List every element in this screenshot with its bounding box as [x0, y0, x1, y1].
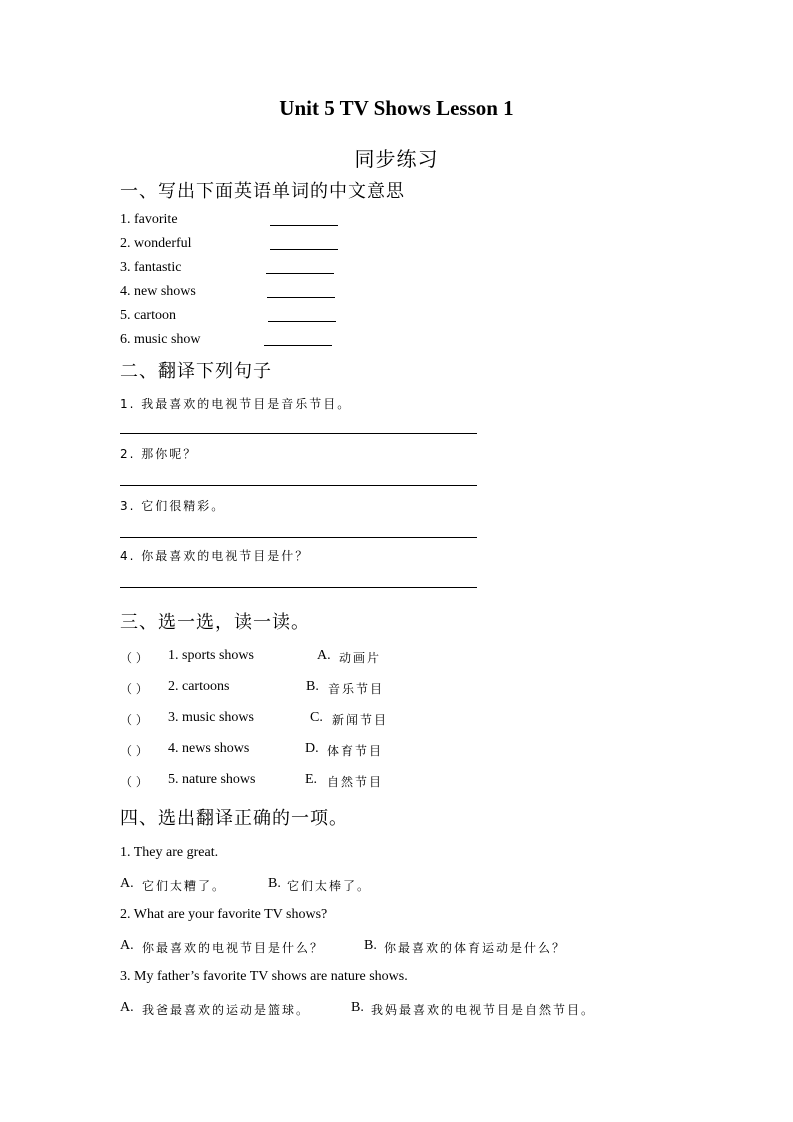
answer-blank[interactable] [266, 261, 334, 274]
answer-blank[interactable] [270, 237, 338, 250]
option-letter: A. [120, 1000, 134, 1015]
answer-paren[interactable]: （ ） [120, 682, 148, 696]
question-text: 1. They are great. [120, 845, 219, 860]
question-text: 2. What are your favorite TV shows? [120, 907, 328, 922]
option-letter: A. [317, 648, 331, 663]
option-letter: D. [305, 741, 319, 756]
option-letter: E. [305, 772, 318, 787]
answer-paren[interactable]: （ ） [120, 775, 148, 789]
option-text: 体育节目 [327, 744, 384, 758]
answer-blank[interactable] [270, 213, 338, 226]
option-a-text[interactable]: 我爸最喜欢的运动是篮球。 [142, 1003, 311, 1017]
option-letter: B. [268, 876, 281, 891]
vocab-item: 6. music show [120, 332, 201, 347]
answer-line[interactable] [120, 537, 477, 538]
option-letter: B. [351, 1000, 364, 1015]
page-title: Unit 5 TV Shows Lesson 1 [279, 96, 514, 120]
option-letter: B. [306, 679, 319, 694]
section-2-heading: 二、翻译下列句子 [120, 361, 272, 382]
match-item: 4. news shows [168, 741, 250, 756]
page-subtitle: 同步练习 [354, 147, 439, 171]
answer-paren[interactable]: （ ） [120, 651, 148, 665]
section-4-heading: 四、选出翻译正确的一项。 [120, 808, 348, 829]
option-letter: B. [364, 938, 377, 953]
section-3-heading: 三、选一选，读一读。 [120, 612, 310, 633]
answer-blank[interactable] [267, 285, 335, 298]
answer-line[interactable] [120, 433, 477, 434]
option-text: 自然节目 [327, 775, 384, 789]
section-1-heading: 一、写出下面英语单词的中文意思 [120, 181, 405, 202]
translate-item: 2. 那你呢？ [120, 447, 198, 461]
vocab-item: 5. cartoon [120, 308, 176, 323]
option-text: 新闻节目 [332, 713, 389, 727]
question-text: 3. My father’s favorite TV shows are nature shows. [120, 969, 408, 984]
option-b-text[interactable]: 你最喜欢的体育运动是什么？ [384, 941, 567, 955]
option-text: 音乐节目 [328, 682, 385, 696]
option-letter: A. [120, 938, 134, 953]
option-text: 动画片 [339, 651, 382, 665]
vocab-item: 4. new shows [120, 284, 196, 299]
answer-blank[interactable] [268, 309, 336, 322]
answer-paren[interactable]: （ ） [120, 744, 148, 758]
option-letter: C. [310, 710, 323, 725]
match-item: 1. sports shows [168, 648, 254, 663]
option-letter: A. [120, 876, 134, 891]
option-a-text[interactable]: 它们太糟了。 [142, 879, 227, 893]
translate-item: 1. 我最喜欢的电视节目是音乐节目。 [120, 397, 352, 411]
match-item: 5. nature shows [168, 772, 256, 787]
option-a-text[interactable]: 你最喜欢的电视节目是什么？ [142, 941, 325, 955]
translate-item: 4. 你最喜欢的电视节目是什？ [120, 549, 310, 563]
vocab-item: 1. favorite [120, 212, 178, 227]
answer-line[interactable] [120, 485, 477, 486]
vocab-item: 3. fantastic [120, 260, 182, 275]
option-b-text[interactable]: 我妈最喜欢的电视节目是自然节目。 [371, 1003, 596, 1017]
answer-paren[interactable]: （ ） [120, 713, 148, 727]
match-item: 3. music shows [168, 710, 254, 725]
answer-line[interactable] [120, 587, 477, 588]
translate-item: 3. 它们很精彩。 [120, 499, 226, 513]
option-b-text[interactable]: 它们太棒了。 [287, 879, 372, 893]
match-item: 2. cartoons [168, 679, 230, 694]
vocab-item: 2. wonderful [120, 236, 192, 251]
answer-blank[interactable] [264, 333, 332, 346]
